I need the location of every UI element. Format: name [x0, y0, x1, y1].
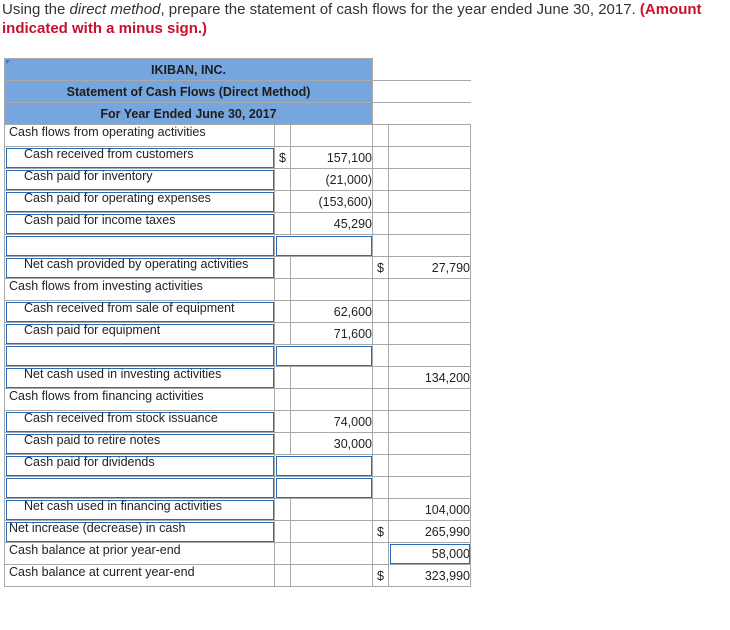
cash-flow-statement	[4, 58, 471, 587]
investing-line-1-label[interactable]: Cash received from sale of equipment	[5, 301, 275, 323]
operating-line-3-amount[interactable]: (153,600)	[291, 191, 373, 213]
prior-balance-label: Cash balance at prior year-end	[9, 543, 181, 557]
financing-net-label[interactable]: Net cash used in financing activities	[5, 499, 275, 521]
operating-line-3-label[interactable]: Cash paid for operating expenses	[5, 191, 275, 213]
financing-line-3-label[interactable]: Cash paid for dividends	[5, 455, 275, 477]
financing-line-1-label[interactable]: Cash received from stock issuance	[5, 411, 275, 433]
investing-line-2-label[interactable]: Cash paid for equipment	[5, 323, 275, 345]
operating-heading: Cash flows from operating activities	[9, 125, 206, 139]
instructions	[2, 0, 730, 38]
company-name: IKIBAN, INC.	[5, 59, 373, 81]
investing-net-amount[interactable]: 134,200	[389, 367, 471, 389]
current-balance-amount: 323,990	[389, 565, 471, 587]
financing-heading: Cash flows from financing activities	[9, 389, 204, 403]
financing-line-4-label[interactable]	[5, 477, 275, 499]
financing-line-1-amount[interactable]: 74,000	[291, 411, 373, 433]
net-increase-amount[interactable]: 265,990	[389, 521, 471, 543]
currency-symbol: $	[275, 147, 291, 169]
operating-line-1-label[interactable]: Cash received from customers	[5, 147, 275, 169]
instructions-line-1: Using the direct method, prepare the statement of cash flows for the year ended June 30, 2017. (Amount	[2, 1, 702, 18]
operating-line-4-amount[interactable]: 45,290	[291, 213, 373, 235]
prior-balance-amount[interactable]: 58,000	[389, 543, 471, 565]
investing-line-2-amount[interactable]: 71,600	[291, 323, 373, 345]
financing-line-2-label[interactable]: Cash paid to retire notes	[5, 433, 275, 455]
investing-net-label[interactable]: Net cash used in investing activities	[5, 367, 275, 389]
financing-net-amount[interactable]: 104,000	[389, 499, 471, 521]
investing-line-1-amount[interactable]: 62,600	[291, 301, 373, 323]
statement-title: Statement of Cash Flows (Direct Method)	[5, 81, 373, 103]
operating-net-amount[interactable]: 27,790	[389, 257, 471, 279]
statement-period: For Year Ended June 30, 2017	[5, 103, 373, 125]
operating-line-2-label[interactable]: Cash paid for inventory	[5, 169, 275, 191]
financing-line-4-amount[interactable]	[275, 477, 373, 499]
operating-line-4-label[interactable]: Cash paid for income taxes	[5, 213, 275, 235]
currency-symbol: $	[373, 521, 389, 543]
investing-heading: Cash flows from investing activities	[9, 279, 203, 293]
financing-line-2-amount[interactable]: 30,000	[291, 433, 373, 455]
operating-line-1-amount[interactable]: 157,100	[291, 147, 373, 169]
operating-line-2-amount[interactable]: (21,000)	[291, 169, 373, 191]
operating-net-label[interactable]: Net cash provided by operating activities	[5, 257, 275, 279]
net-increase-label[interactable]: Net increase (decrease) in cash	[5, 521, 275, 543]
investing-line-3-amount[interactable]	[275, 345, 373, 367]
currency-symbol: $	[373, 565, 389, 587]
investing-line-3-label[interactable]	[5, 345, 275, 367]
operating-line-5-amount[interactable]	[275, 235, 373, 257]
currency-symbol: $	[373, 257, 389, 279]
financing-line-3-amount[interactable]	[275, 455, 373, 477]
current-balance-label: Cash balance at current year-end	[9, 565, 195, 579]
operating-line-5-label[interactable]	[5, 235, 275, 257]
instructions-line-2: indicated with a minus sign.)	[2, 20, 208, 37]
